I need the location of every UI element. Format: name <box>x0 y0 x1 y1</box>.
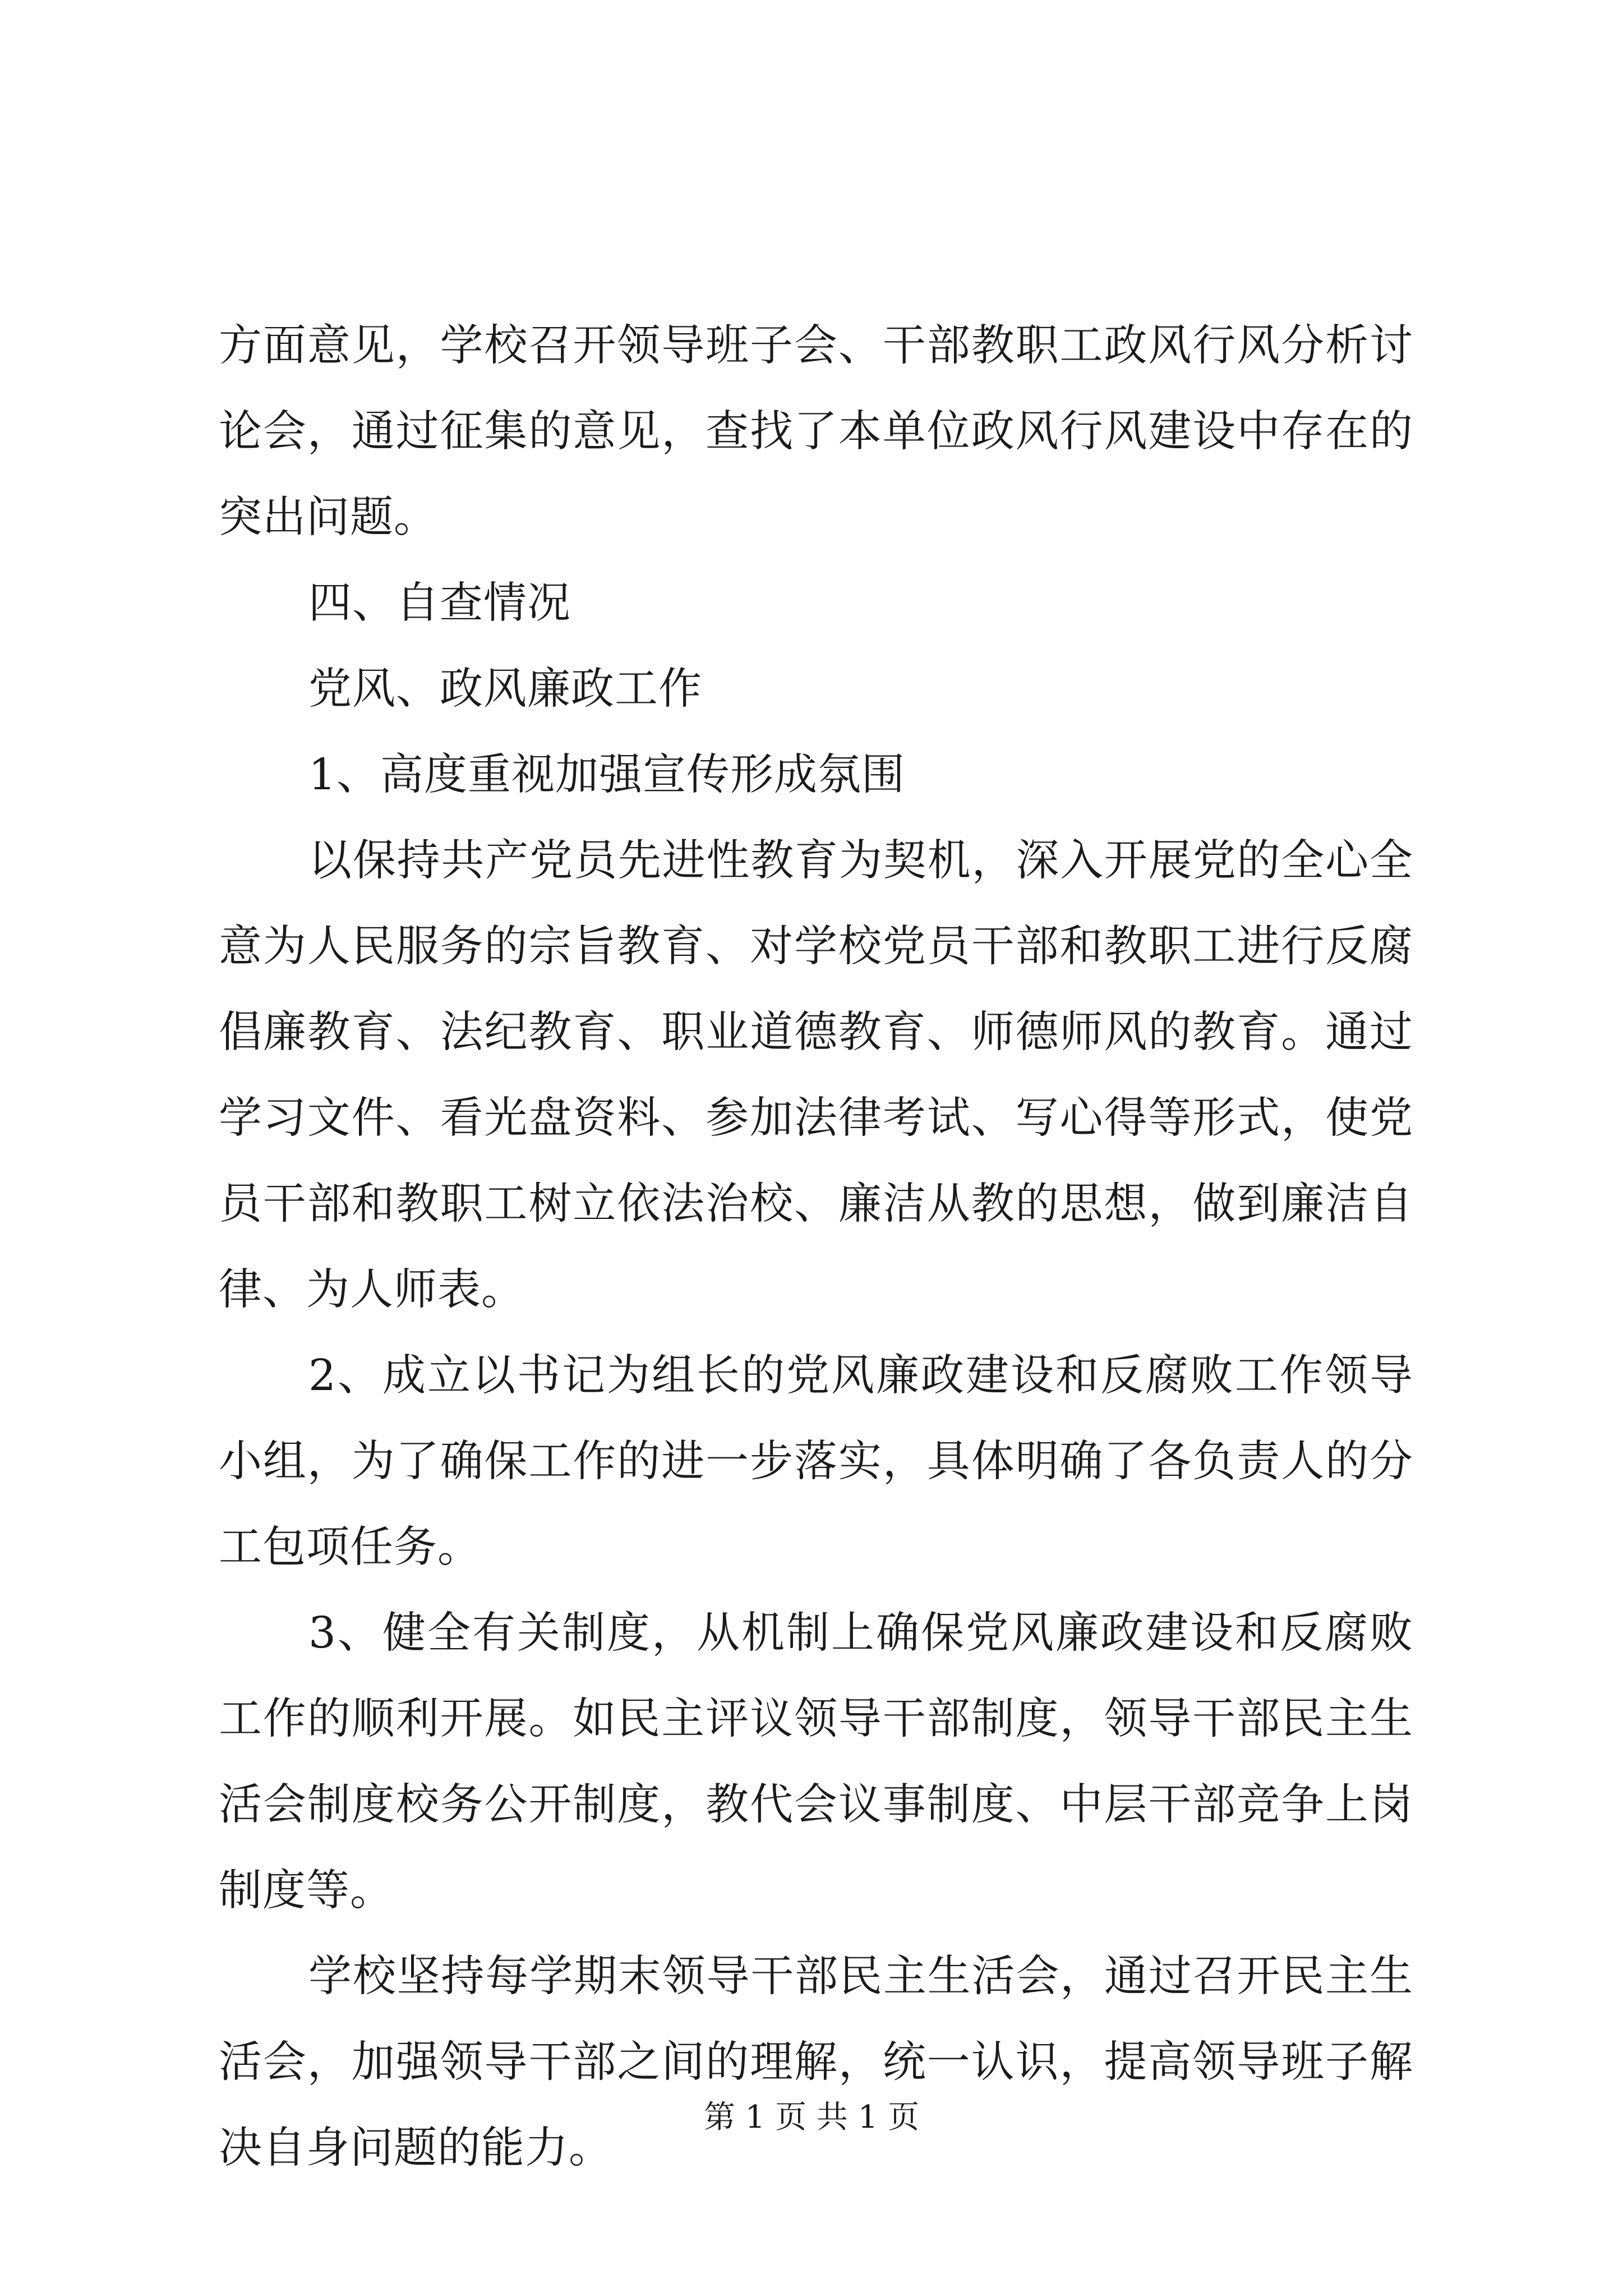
paragraph-democratic-life: 学校坚持每学期末领导干部民主生活会，通过召开民主生活会，加强领导干部之间的理解，统一认识，提高领导班子解决自身问题的能力。 <box>219 1952 1413 2173</box>
page-number-label: 第 1 页 共 1 页 <box>703 2099 920 2136</box>
paragraph-item-3: 3、健全有关制度，从机制上确保党风廉政建设和反腐败工作的顺利开展。如民主评议领导干部制度，领导干部民主生活会制度校务公开制度，教代会议事制度、中层干部竞争上岗制度等。 <box>219 1608 1413 1916</box>
item-heading-1: 1、高度重视加强宣传形成氛围 <box>308 750 905 800</box>
section-heading-self-check: 四、自查情况 <box>308 578 571 628</box>
subsection-heading-party-conduct: 党风、政风廉政工作 <box>308 664 702 714</box>
paragraph-intro-continuation: 方面意见，学校召开领导班子会、干部教职工政风行风分析讨论会，通过征集的意见，查找了本单位政风行风建设中存在的突出问题。 <box>219 321 1413 542</box>
paragraph-education: 以保持共产党员先进性教育为契机，深入开展党的全心全意为人民服务的宗旨教育、对学校党员干部和教职工进行反腐倡廉教育、法纪教育、职业道德教育、师德师风的教育。通过学习文件、看光盘资料、参加法律考试、写心得等形式，使党员干部和教职工树立依法治校、廉洁从教的思想，做到廉洁自律、为人师表。 <box>219 836 1413 1315</box>
paragraph-item-2: 2、成立以书记为组长的党风廉政建设和反腐败工作领导小组，为了确保工作的进一步落实，具体明确了各负责人的分工包项任务。 <box>219 1351 1413 1572</box>
page-footer <box>0 2095 1623 2140</box>
document-body <box>219 303 1413 2191</box>
